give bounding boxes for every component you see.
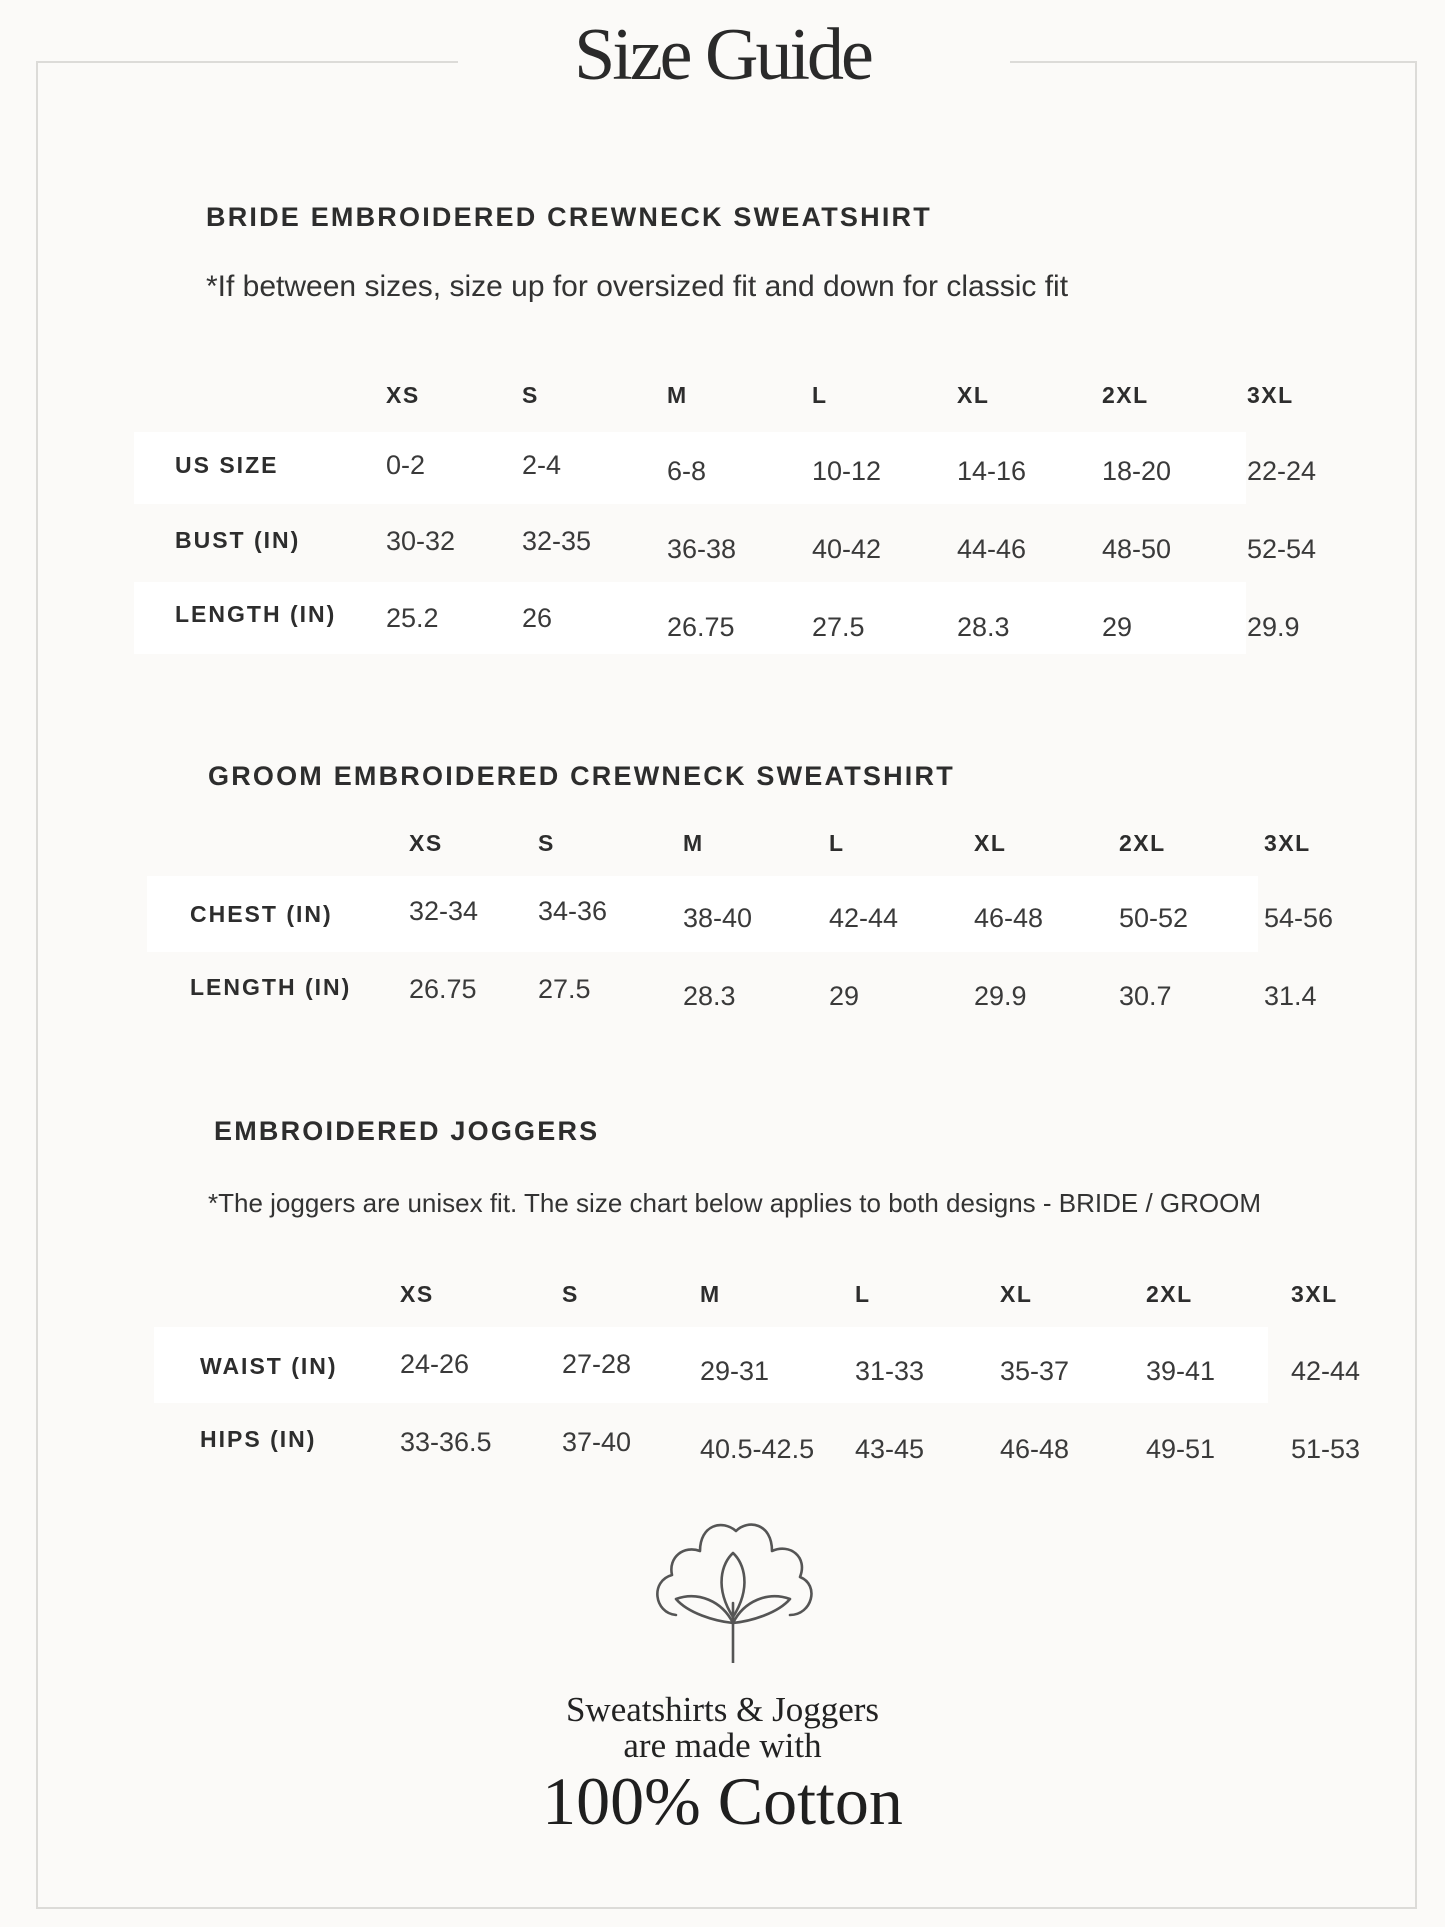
table-cell: 28.3 [683,981,736,1011]
table-cell: 25.2 [386,603,439,633]
table-cell: 46-48 [974,903,1044,933]
table-cell: 31.4 [1264,981,1317,1011]
size-header: XS [409,830,443,856]
size-header: 2XL [1146,1281,1193,1307]
row-label-us-size: US SIZE [175,452,279,478]
size-header: M [667,382,688,408]
table-cell: 14-16 [957,456,1027,486]
table-cell: 42-44 [829,903,899,933]
cotton-plant-icon [648,1517,818,1663]
table-cell: 42-44 [1291,1356,1361,1386]
table-cell: 27.5 [538,974,591,1004]
table-cell: 29-31 [700,1356,770,1386]
table-cell: 34-36 [538,896,608,926]
table-cell: 31-33 [855,1356,925,1386]
table-cell: 44-46 [957,534,1027,564]
bride-section-title: BRIDE EMBROIDERED CREWNECK SWEATSHIRT [206,202,932,232]
table-cell: 50-52 [1119,903,1189,933]
size-header: M [683,830,704,856]
bride-fit-note: *If between sizes, size up for oversized fit and down for classic fit [206,270,1069,303]
footer-line-1: Sweatshirts & Joggers [565,1690,880,1729]
size-header: 2XL [1102,382,1149,408]
size-header: 3XL [1264,830,1311,856]
row-label-waist: WAIST (IN) [200,1353,338,1379]
table-cell: 51-53 [1291,1434,1361,1464]
size-header: L [855,1281,871,1307]
table-cell: 49-51 [1146,1434,1216,1464]
size-header: XS [400,1281,434,1307]
size-header: XS [386,382,420,408]
page-title: Size Guide [574,14,871,96]
material-headline: 100% Cotton [542,1763,903,1839]
table-cell: 37-40 [562,1427,632,1457]
table-cell: 46-48 [1000,1434,1070,1464]
table-cell: 2-4 [522,450,562,480]
table-cell: 27-28 [562,1349,632,1379]
size-header: 3XL [1247,382,1294,408]
table-cell: 38-40 [683,903,753,933]
size-header: S [522,382,539,408]
table-cell: 52-54 [1247,534,1317,564]
table-cell: 29 [829,981,860,1011]
row-label-hips: HIPS (IN) [200,1426,317,1452]
table-cell: 0-2 [386,450,426,480]
row-label-length: LENGTH (IN) [175,601,337,627]
table-cell: 29 [1102,612,1133,642]
table-cell: 43-45 [855,1434,925,1464]
joggers-section-title: EMBROIDERED JOGGERS [214,1116,600,1146]
size-header: S [562,1281,579,1307]
table-cell: 22-24 [1247,456,1317,486]
table-cell: 27.5 [812,612,865,642]
size-header: S [538,830,555,856]
table-cell: 33-36.5 [400,1427,492,1457]
table-cell: 32-35 [522,526,592,556]
table-cell: 28.3 [957,612,1010,642]
size-header: XL [974,830,1007,856]
table-cell: 26.75 [667,612,735,642]
table-cell: 40-42 [812,534,882,564]
table-cell: 30.7 [1119,981,1172,1011]
row-label-bust: BUST (IN) [175,527,301,553]
table-cell: 29.9 [1247,612,1300,642]
size-header: 2XL [1119,830,1166,856]
table-cell: 32-34 [409,896,479,926]
table-cell: 48-50 [1102,534,1172,564]
size-header: L [812,382,828,408]
row-label-length: LENGTH (IN) [190,974,352,1000]
table-cell: 26.75 [409,974,477,1004]
table-cell: 36-38 [667,534,737,564]
joggers-fit-note: *The joggers are unisex fit. The size chart below applies to both designs - BRIDE / GROOM [208,1188,1261,1218]
table-cell: 35-37 [1000,1356,1070,1386]
size-header: XL [957,382,990,408]
groom-section-title: GROOM EMBROIDERED CREWNECK SWEATSHIRT [208,761,955,791]
size-header: 3XL [1291,1281,1338,1307]
size-header: XL [1000,1281,1033,1307]
table-cell: 26 [522,603,553,633]
table-cell: 29.9 [974,981,1027,1011]
table-cell: 30-32 [386,526,456,556]
table-cell: 18-20 [1102,456,1172,486]
table-cell: 6-8 [667,456,707,486]
row-label-chest: CHEST (IN) [190,901,333,927]
table-cell: 10-12 [812,456,882,486]
table-cell: 24-26 [400,1349,470,1379]
size-header: L [829,830,845,856]
table-cell: 40.5-42.5 [700,1434,815,1464]
table-cell: 54-56 [1264,903,1334,933]
footer-line-2: are made with [623,1726,822,1765]
size-header: M [700,1281,721,1307]
table-cell: 39-41 [1146,1356,1216,1386]
